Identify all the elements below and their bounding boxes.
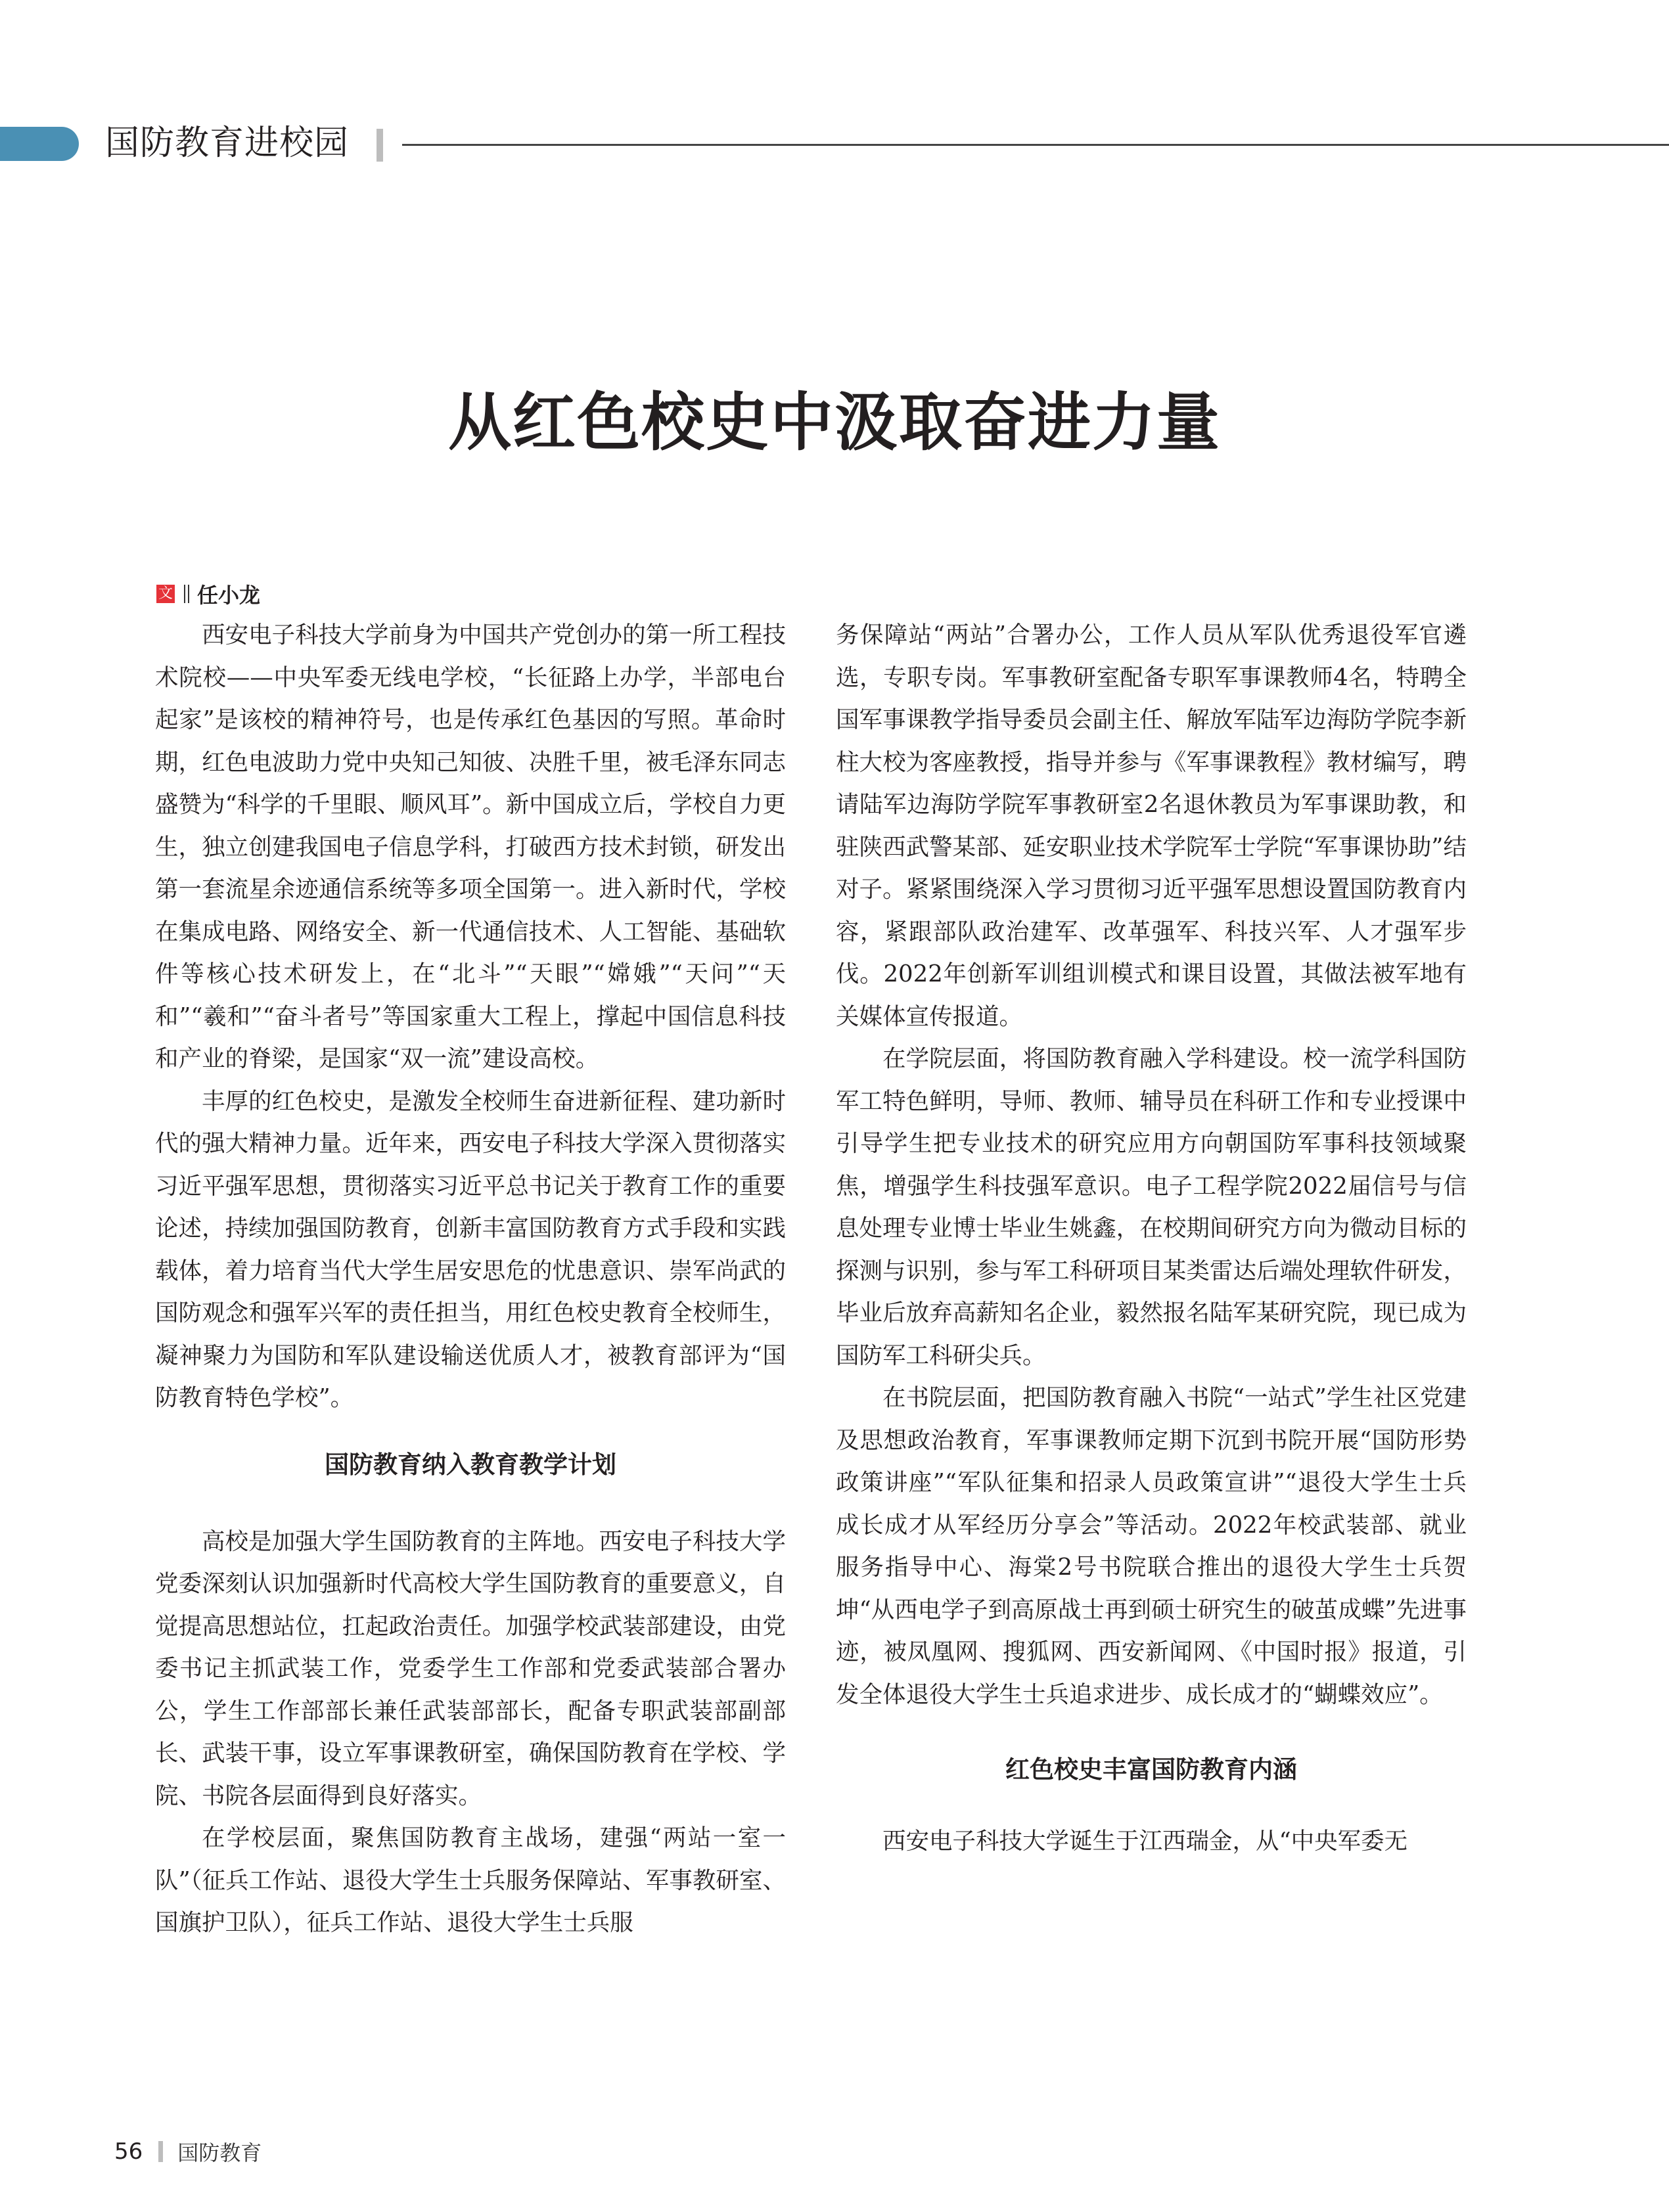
paragraph: 高校是加强大学生国防教育的主阵地。西安电子科技大学党委深刻认识加强新时代高校大学生国防教育的重要意义，自觉提高思想站位，扛起政治责任。加强学校武装部建设，由党委书记主抓武装工作，党委学生工作部和党委武装部合署办公，学生工作部部长兼任武装部部长，配备专职武装部副部长、武装干事，设立军事课教研室，确保国防教育在学校、学院、书院各层面得到良好落实。	[155, 1527, 786, 1809]
paragraph: 西安电子科技大学诞生于江西瑞金，从“中央军委无	[882, 1828, 1408, 1855]
byline-separator	[184, 585, 189, 603]
article-title: 从红色校史中汲取奋进力量	[448, 386, 1221, 459]
footer-separator	[158, 2141, 163, 2162]
author-name: 任小龙	[197, 583, 261, 608]
left-column	[155, 614, 786, 1945]
subheading: 红色校史丰富国防教育内涵	[1005, 1755, 1297, 1784]
section-accent-bar	[0, 127, 79, 161]
publication-name: 国防教育	[177, 2140, 262, 2165]
paragraph: 丰厚的红色校史，是激发全校师生奋进新征程、建功新时代的强大精神力量。近年来，西安电子科技大学深入贯彻落实习近平强军思想，贯彻落实习近平总书记关于教育工作的重要论述，持续加强国防教育，创新丰富国防教育方式手段和实践载体，着力培育当代大学生居安思危的忧患意识、崇军尚武的国防观念和强军兴军的责任担当，用红色校史教育全校师生，凝神聚力为国防和军队建设输送优质人才，被教育部评为“国防教育特色学校”。	[155, 1087, 786, 1411]
paragraph: 在学校层面，聚焦国防教育主战场，建强“两站一室一队”（征兵工作站、退役大学生士兵服务保障站、军事教研室、国旗护卫队），征兵工作站、退役大学生士兵服	[155, 1824, 786, 1936]
section-title: 国防教育进校园	[105, 124, 350, 163]
right-column	[836, 614, 1467, 1863]
header-rule	[402, 144, 1669, 146]
page-footer	[114, 2136, 262, 2167]
page-number: 56	[114, 2138, 143, 2165]
author-badge: 文	[156, 585, 175, 603]
paragraph: 在书院层面，把国防教育融入书院“一站式”学生社区党建及思想政治教育，军事课教师定期下沉到书院开展“国防形势政策讲座”“军队征集和招录人员政策宣讲”“退役大学生士兵成长成才从军经历分享会”等活动。2022年校武装部、就业服务指导中心、海棠2号书院联合推出的退役大学生士兵贺坤“从西电学子到高原战士再到硕士研究生的破茧成蝶”先进事迹，被凤凰网、搜狐网、西安新闻网、《中国时报》报道，引发全体退役大学生士兵追求进步、成长成才的“蝴蝶效应”。	[836, 1384, 1467, 1708]
paragraph: 务保障站“两站”合署办公，工作人员从军队优秀退役军官遴选，专职专岗。军事教研室配备专职军事课教师4名，特聘全国军事课教学指导委员会副主任、解放军陆军边海防学院李新柱大校为客座教授，指导并参与《军事课教程》教材编写，聘请陆军边海防学院军事教研室2名退休教员为军事课助教，和驻陕西武警某部、延安职业技术学院军士学院“军事课协助”结对子。紧紧围绕深入学习贯彻习近平强军思想设置国防教育内容，紧跟部队政治建军、改革强军、科技兴军、人才强军步伐。2022年创新军训组训模式和课目设置，其做法被军地有关媒体宣传报道。	[836, 621, 1467, 1030]
section-separator	[377, 129, 383, 162]
subheading: 国防教育纳入教育教学计划	[325, 1450, 616, 1479]
byline	[156, 581, 260, 607]
paragraph: 西安电子科技大学前身为中国共产党创办的第一所工程技术院校——中央军委无线电学校，“长征路上办学，半部电台起家”是该校的精神符号，也是传承红色基因的写照。革命时期，红色电波助力党中央知己知彼、决胜千里，被毛泽东同志盛赞为“科学的千里眼、顺风耳”。新中国成立后，学校自力更生，独立创建我国电子信息学科，打破西方技术封锁，研发出第一套流星余迹通信系统等多项全国第一。进入新时代，学校在集成电路、网络安全、新一代通信技术、人工智能、基础软件等核心技术研发上，在“北斗”“天眼”“嫦娥”“天问”“天和”“羲和”“奋斗者号”等国家重大工程上，撑起中国信息科技和产业的脊梁，是国家“双一流”建设高校。	[155, 621, 786, 1072]
paragraph: 在学院层面，将国防教育融入学科建设。校一流学科国防军工特色鲜明，导师、教师、辅导员在科研工作和专业授课中引导学生把专业技术的研究应用方向朝国防军事科技领域聚焦，增强学生科技强军意识。电子工程学院2022届信号与信息处理专业博士毕业生姚鑫，在校期间研究方向为微动目标的探测与识别，参与军工科研项目某类雷达后端处理软件研发，毕业后放弃高薪知名企业，毅然报名陆军某研究院，现已成为国防军工科研尖兵。	[836, 1045, 1467, 1369]
